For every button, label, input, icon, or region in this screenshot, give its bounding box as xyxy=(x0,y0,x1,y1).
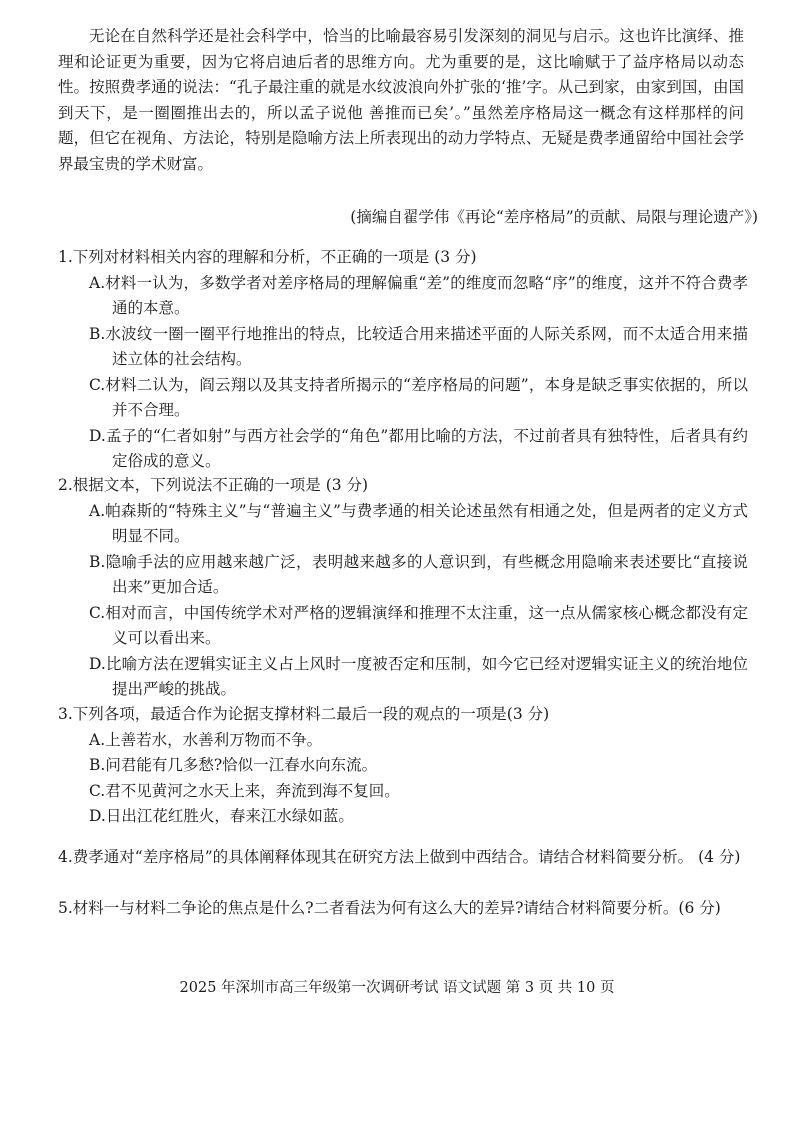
option-label: C. xyxy=(89,781,106,800)
option-d xyxy=(89,424,748,475)
option-label: D. xyxy=(89,426,106,445)
option-text: 问君能有几多愁?恰似一江春水向东流。 xyxy=(105,756,378,774)
page-footer: 2025 年深圳市高三年级第一次调研考试 语文试题 第 3 页 共 10 页 xyxy=(179,980,615,996)
question-stem: 2.根据文本，下列说法不正确的一项是 (3 分) xyxy=(58,476,369,494)
option-text: 相对而言，中国传统学术对严格的逻辑演绎和推理不太注重，这一点从儒家核心概念都没有定义可以看出来。 xyxy=(105,603,748,647)
option-c xyxy=(89,601,748,652)
option-c xyxy=(89,373,748,424)
option-text: 孟子的“仁者如射”与西方社会学的“角色”都用比喻的方法，不过前者具有独特性，后者具有约定俗成的意义。 xyxy=(105,426,748,470)
question-1 xyxy=(58,245,748,475)
option-a xyxy=(89,271,748,322)
option-label: C. xyxy=(89,603,106,622)
option-label: A. xyxy=(89,273,106,292)
option-label: B. xyxy=(89,552,106,571)
option-a xyxy=(89,728,748,754)
option-text: 比喻方法在逻辑实证主义占上风时一度被否定和压制，如今它已经对逻辑实证主义的统治地位提出严峻的挑战。 xyxy=(105,654,748,698)
option-d xyxy=(89,804,748,830)
option-label: B. xyxy=(89,756,106,774)
question-3 xyxy=(58,702,748,830)
option-label: A. xyxy=(89,501,106,520)
passage-paragraph: 无论在自然科学还是社会科学中，恰当的比喻最容易引发深刻的洞见与启示。这也许比演绎、推理和论证更为重要，因为它将启迪后者的思维方向。尤为重要的是，这比喻赋于了益序格局以动态性。按照费孝通的说法：“孔子最注重的就是水纹波浪向外扩张的‘推’字。从己到家，由家到国，由国到天下，是一圈圈推出去的，所以孟子说他 善推而已矣’。”虽然差序格局这一概念有这样那样的问题，但它在视角、方法论，特别是隐喻方法上所表现出的动力学特点、无疑是费孝通留给中国社会学界最宝贵的学术财富。 xyxy=(58,27,744,173)
open-question-text: 4.费孝通对“差序格局”的具体阐释体现其在研究方法上做到中西结合。请结合材料简要分析。 (4 分) xyxy=(58,848,741,866)
option-text: 帕森斯的“特殊主义”与“普遍主义”与费孝通的相关论述虽然有相通之处，但是两者的定义方式明显不同。 xyxy=(105,501,748,545)
option-text: 材料二认为，阎云翔以及其支持者所揭示的“差序格局的问题”，本身是缺乏事实依据的，所以并不合理。 xyxy=(105,375,748,419)
option-text: 隐喻手法的应用越来越广泛，表明越来越多的人意识到，有些概念用隐喻来表述要比“直接说出来”更加合适。 xyxy=(105,552,748,596)
question-stem: 1.下列对材料相关内容的理解和分析，不正确的一项是 (3 分) xyxy=(58,248,477,266)
option-label: A. xyxy=(89,730,106,749)
option-b xyxy=(89,753,748,779)
question-stem: 3.下列各项，最适合作为论据支撑材料二最后一段的观点的一项是(3 分) xyxy=(58,705,550,723)
question-4 xyxy=(58,845,748,871)
option-text: 君不见黄河之水天上来，奔流到海不复回。 xyxy=(105,781,400,800)
option-a xyxy=(89,499,748,550)
option-d xyxy=(89,652,748,703)
option-label: C. xyxy=(89,375,106,394)
option-text: 材料一认为，多数学者对差序格局的理解偏重“差”的维度而忽略“序”的维度，这并不符合费孝通的本意。 xyxy=(105,273,748,317)
option-b xyxy=(89,322,748,373)
option-text: 水波纹一圈一圈平行地推出的特点，比较适合用来描述平面的人际关系网，而不太适合用来描述立体的社会结构。 xyxy=(105,324,748,368)
option-b xyxy=(89,550,748,601)
option-label: D. xyxy=(89,654,106,673)
question-5 xyxy=(58,896,748,922)
open-question-text: 5.材料一与材料二争论的焦点是什么?二者看法为何有这么大的差异?请结合材料简要分析。(6 分) xyxy=(58,899,721,917)
option-c xyxy=(89,779,748,805)
option-label: D. xyxy=(89,807,106,825)
option-text: 日出江花红胜火，春来江水绿如蓝。 xyxy=(105,807,354,825)
option-text: 上善若水，水善利万物而不争。 xyxy=(105,730,323,749)
option-label: B. xyxy=(89,324,106,343)
passage-source: (摘编自翟学伟《再论“差序格局”的贡献、局限与理论遗产》) xyxy=(350,208,758,226)
question-2 xyxy=(58,473,748,703)
